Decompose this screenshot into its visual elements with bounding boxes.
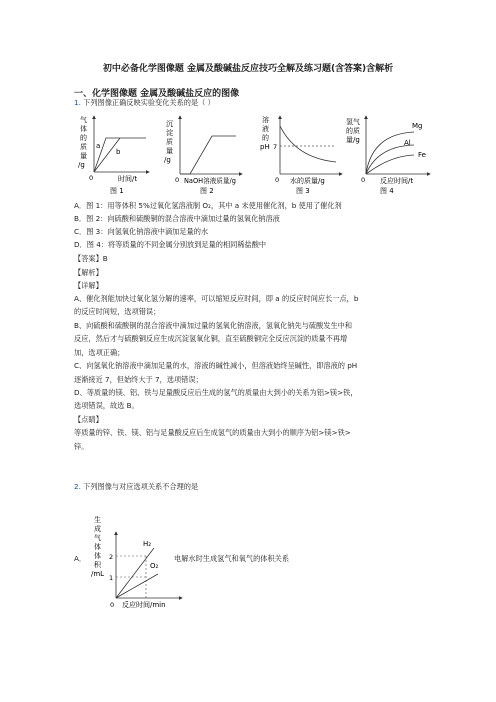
- fig2-caption: 图 2: [200, 187, 214, 195]
- fig3-ylabel-4: pH: [260, 143, 270, 151]
- q2-ylabel-2: 成: [94, 525, 101, 533]
- question-number: 1.: [74, 98, 81, 107]
- explanation-line-4: 反应，然后才与硫酸铜反应生成沉淀氢氧化铜，直至硫酸铜完全反应沉淀的质量不再增: [74, 334, 348, 343]
- q2-origin: 0: [110, 601, 115, 609]
- question-1-stem: [74, 98, 215, 108]
- fig3-ylabel-3: 的: [262, 134, 269, 142]
- fig1-ylabel-4: 质: [80, 143, 87, 151]
- question-1-figures: [74, 112, 434, 198]
- q2-ylabel-7: /mL: [91, 570, 105, 578]
- fig4-ylabel-3: 量/g: [346, 136, 360, 144]
- q2-figure: [86, 512, 186, 610]
- fig4-ylabel-2: 的质: [346, 127, 360, 135]
- fig4-label-al: Al: [404, 139, 411, 147]
- figure-2: [164, 116, 242, 195]
- option-a: A．图 1：用等体积 5%过氧化氢溶液制 O₂，其中 a 未使用催化剂，b 使用了催化剂: [74, 201, 342, 210]
- explanation-line-2: 的反应时间短，选项错误；: [74, 307, 161, 316]
- question-number: 2.: [74, 482, 81, 491]
- document-title: 初中必备化学图像题 金属及酸碱盐反应技巧全解及练习题(含答案)含解析: [102, 64, 394, 74]
- fig1-label-a: a: [96, 142, 101, 150]
- fig3-ylabel-1: 溶: [262, 116, 269, 124]
- fig1-xlabel: 时间/t: [118, 175, 138, 183]
- q2-label-o2: O₂: [150, 562, 159, 570]
- fig4-label-mg: Mg: [412, 122, 423, 130]
- question-text: 下列图像正确反映实验变化关系的是（ ）: [83, 98, 215, 107]
- fig3-tick-7: 7: [273, 143, 278, 151]
- q2-ylabel-1: 生: [94, 516, 101, 524]
- fig3-caption: 图 3: [296, 187, 310, 195]
- fig1-ylabel-6: /g: [78, 161, 85, 169]
- explanation-line-5: 加，选项正确；: [74, 348, 125, 357]
- fig1-ylabel-1: 气: [80, 116, 87, 124]
- option-d: D．图 4：将等质量的不同金属分别放到足量的相同稀盐酸中: [74, 240, 267, 249]
- q2-tick-2: 2: [109, 553, 114, 561]
- q2-xlabel: 反应时间/min: [122, 601, 166, 609]
- q2-ylabel-5: 体: [94, 552, 101, 560]
- fig2-ylabel-3: 质: [166, 138, 173, 146]
- fig4-curve-al: [366, 145, 414, 174]
- q2-option-a-text: 电解水时生成氢气和氧气的体积关系: [174, 554, 290, 563]
- q2-ylabel-6: 积: [94, 561, 101, 569]
- section-heading: 一、化学图像题 金属及酸碱盐反应的图像: [74, 89, 240, 99]
- fig4-origin: 0: [361, 176, 366, 184]
- fig4-label-fe: Fe: [418, 151, 426, 159]
- figure-4: [346, 116, 430, 195]
- detail-heading: 【详解】: [74, 281, 103, 290]
- fig2-curve: [180, 136, 236, 174]
- fig1-label-b: b: [116, 148, 121, 156]
- q2-label-h2: H₂: [143, 540, 152, 548]
- explanation-line-1: A、催化剂能加快过氧化氢分解的速率，可以缩短反应时间，即 a 的反应时间应长一点，b: [74, 294, 359, 303]
- fig1-ylabel-5: 量: [80, 152, 87, 160]
- q2-tick-1: 1: [109, 574, 114, 582]
- analysis-heading: 【解析】: [74, 268, 103, 277]
- fig2-ylabel-4: 量: [166, 147, 173, 155]
- explanation-line-7: 逐渐接近 7，但始终大于 7，选项错误；: [74, 375, 203, 384]
- tip-line-2: 锌。: [74, 442, 89, 451]
- fig1-origin: 0: [89, 174, 94, 182]
- tip-line-1: 等质量的锌、铁、镁、铝与足量酸反应后生成氢气的质量由大到小的顺序为铝>镁>铁>: [74, 428, 351, 437]
- fig4-caption: 图 4: [380, 187, 394, 195]
- fig2-xlabel: NaOH溶液质量/g: [184, 177, 236, 185]
- q2-ylabel-4: 体: [94, 543, 101, 551]
- fig2-origin: 0: [175, 176, 180, 184]
- q2-line-h2: [116, 548, 154, 598]
- explanation-line-3: B、向硫酸和硫酸铜的混合溶液中滴加过量的氢氧化钠溶液，氢氧化钠先与硫酸发生中和: [74, 321, 353, 330]
- figure-1: [78, 115, 149, 195]
- fig3-curve: [280, 126, 336, 162]
- figure-3: [260, 115, 342, 195]
- fig3-xlabel: 水的质量/g: [290, 177, 325, 185]
- fig2-ylabel-2: 淀: [166, 129, 173, 137]
- question-text: 下列图像与对应选项关系不合理的是: [83, 482, 199, 491]
- fig2-ylabel-5: /g: [164, 156, 171, 164]
- explanation-line-6: C、向氢氧化钠溶液中滴加足量的水，溶液的碱性减小，但溶液始终呈碱性，即溶液的 pH: [74, 361, 358, 370]
- explanation-line-9: 选项错误，故选 B。: [74, 401, 139, 410]
- fig4-ylabel-1: 氢气: [346, 118, 360, 126]
- answer: 【答案】B: [74, 254, 108, 263]
- fig3-origin: 0: [275, 176, 280, 184]
- tip-heading: 【点睛】: [74, 415, 103, 424]
- fig3-ylabel-2: 液: [262, 125, 269, 133]
- fig4-curve-fe: [366, 155, 414, 174]
- fig1-ylabel-2: 体: [80, 125, 87, 133]
- q2-option-a-letter: A．: [74, 554, 87, 563]
- option-c: C．图 3：向氢氧化钠溶液中滴加足量的水: [74, 227, 209, 236]
- q2-ylabel-3: 气: [94, 534, 101, 542]
- question-2-stem: [74, 482, 198, 492]
- q2-line-o2: [116, 574, 158, 598]
- fig1-caption: 图 1: [110, 187, 124, 195]
- fig4-xlabel: 反应时间/t: [380, 177, 414, 185]
- explanation-line-8: D、等质量的镁、铝、铁与足量酸反应后生成的氢气的质量由大到小的关系为铝>镁>铁，: [74, 388, 358, 397]
- option-b: B．图 2：向硫酸和硫酸铜的混合溶液中滴加过量的氢氧化钠溶液: [74, 214, 280, 223]
- fig1-ylabel-3: 的: [80, 134, 87, 142]
- fig2-ylabel-1: 沉: [166, 120, 173, 128]
